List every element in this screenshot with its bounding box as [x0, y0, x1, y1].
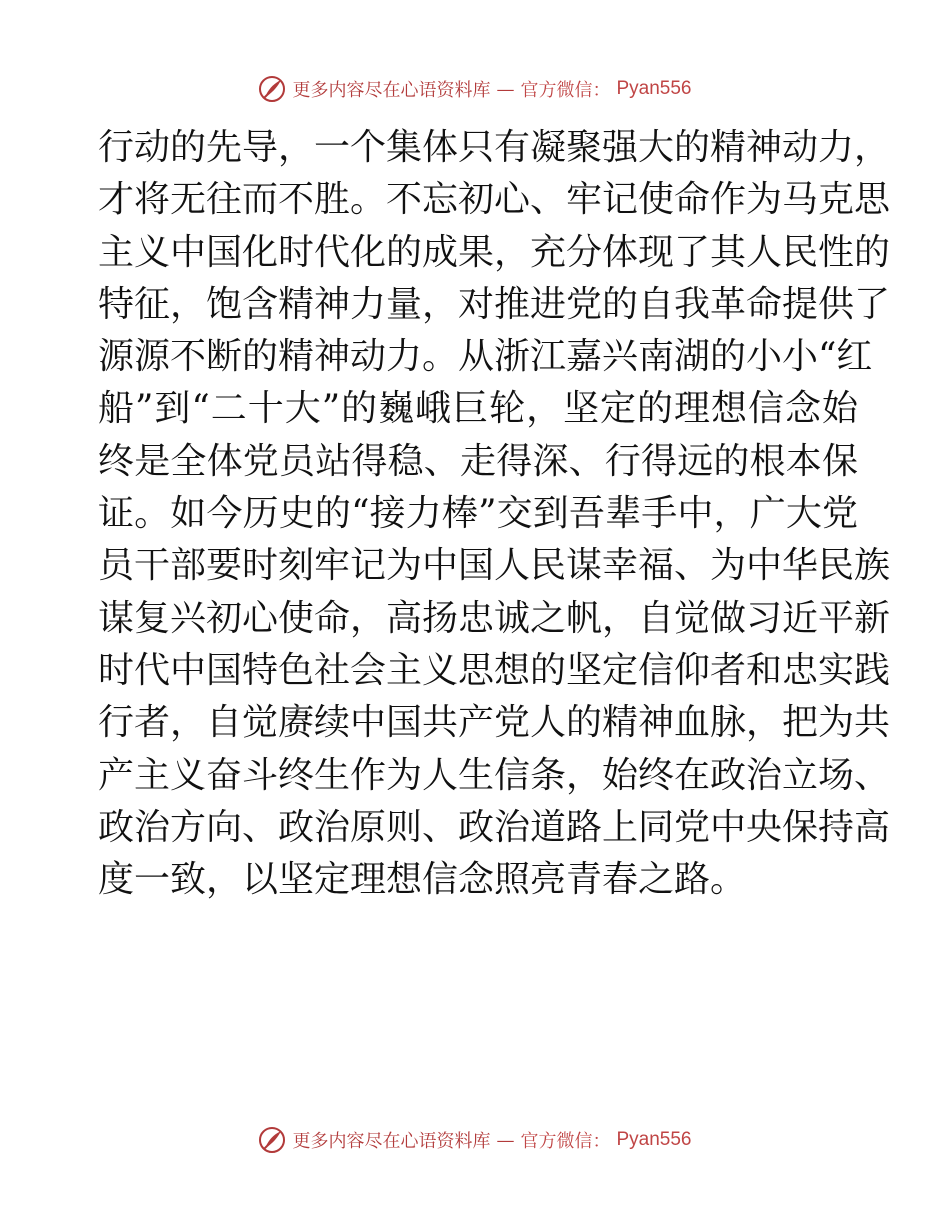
watermark-wechat-id: Pyan556 — [616, 78, 692, 99]
watermark-separator: — — [496, 1129, 515, 1151]
watermark-text: 更多内容尽在心语资料库 — [292, 1131, 491, 1152]
text-line: 政治方向、政治原则、政治道路上同党中央保持高 — [98, 806, 891, 848]
text-line: 才将无往而不胜。不忘初心、牢记使命作为马克思 — [98, 179, 891, 221]
text-line: 行者，自觉赓续中国共产党人的精神血脉，把为共 — [98, 702, 891, 744]
text-line: 行动的先导，一个集体只有凝聚强大的精神动力， — [98, 127, 891, 168]
watermark-wechat-label: 官方微信： — [520, 1131, 611, 1152]
text-line: 终是全体党员站得稳、走得深、行得远的根本保 — [98, 440, 858, 482]
text-line: 主义中国化时代化的成果，充分体现了其人民性的 — [98, 231, 891, 273]
body-paragraph — [98, 122, 891, 906]
watermark-wechat-label: 官方微信： — [520, 80, 611, 101]
text-line: 员干部要时刻牢记为中国人民谋幸福、为中华民族 — [98, 545, 891, 587]
text-line: 特征，饱含精神力量，对推进党的自我革命提供了 — [98, 283, 891, 325]
text-line: 源源不断的精神动力。从浙江嘉兴南湖的小小“红 — [98, 336, 873, 378]
watermark-text: 更多内容尽在心语资料库 — [292, 80, 491, 101]
feather-pen-logo-icon — [258, 75, 286, 103]
watermark-separator: — — [496, 78, 515, 100]
text-line: 谋复兴初心使命，高扬忠诚之帆，自觉做习近平新 — [98, 597, 891, 639]
text-line: 度一致，以坚定理想信念照亮青春之路。 — [98, 859, 747, 901]
header-watermark — [0, 74, 950, 104]
feather-pen-logo-icon — [258, 1126, 286, 1154]
footer-watermark — [0, 1125, 950, 1155]
text-line: 证。如今历史的“接力棒”交到吾辈手中，广大党 — [98, 493, 858, 535]
watermark-wechat-id: Pyan556 — [616, 1129, 692, 1150]
text-line: 产主义奋斗终生作为人生信条，始终在政治立场、 — [98, 754, 891, 796]
text-line: 船”到“二十大”的巍峨巨轮，坚定的理想信念始 — [98, 388, 858, 430]
text-line: 时代中国特色社会主义思想的坚定信仰者和忠实践 — [98, 649, 891, 691]
